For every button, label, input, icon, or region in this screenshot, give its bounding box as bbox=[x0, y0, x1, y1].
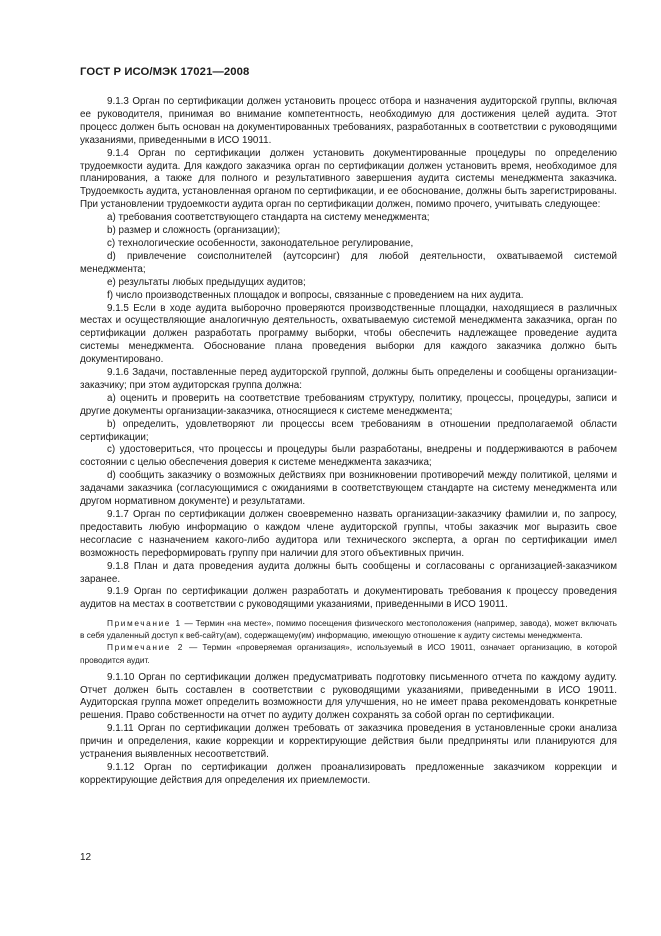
list-item: e) результаты любых предыдущих аудитов; bbox=[107, 276, 306, 288]
note-2-text: — Термин «проверяемая организация», используемый в ИСО 19011, означает организацию, в которой проводится аудит. bbox=[80, 642, 617, 665]
clause-9-1-7: 9.1.7 Орган по сертификации должен своевременно назвать организации-заказчику фамилии и, по запросу, предоставить любую информацию о каждом члене аудиторской группы, чтобы заказчик мог выразить свое несогласие с назначением какого-либо аудитора или технического эксперта, а орган по сертификации имел возможность переформировать группу при наличии для этого объективных причин. bbox=[80, 509, 617, 559]
list-item: c) технологические особенности, законодательное регулирование, bbox=[107, 237, 414, 249]
note-1-text: — Термин «на месте», помимо посещения физического местоположения (например, завода), может включать в себя удаленный доступ к веб-сайту(ам), содержащему(им) информацию, имеющую отношение к аудиту системы менеджмента. bbox=[80, 618, 617, 641]
list-item: b) размер и сложность (организации); bbox=[107, 225, 281, 237]
clause-9-1-12: 9.1.12 Орган по сертификации должен проанализировать предложенные заказчиком коррекции и корректирующие действия для определения их приемлемости. bbox=[80, 761, 617, 786]
list-item: c) удостовериться, что процессы и процедуры были разработаны, внедрены и поддерживаются в рабочем состоянии с целью обеспечения доверия к системе менеджмента заказчика; bbox=[80, 444, 617, 469]
list-item: f) число производственных площадок и вопросы, связанные с проведением на них аудита. bbox=[107, 289, 524, 301]
list-item: d) привлечение соисполнителей (аутсорсинг) для любой деятельности, охватываемой системой менеджмента; bbox=[80, 250, 617, 275]
clause-9-1-10: 9.1.10 Орган по сертификации должен предусматривать подготовку письменного отчета по каждому аудиту. Отчет должен быть составлен в соответствии с руководящими указаниями, приведенными в ИСО 19011. Аудиторская группа может определить возможности для улучшения, но не имеет права рекомендовать конкретные решения. Право собственности на отчет по аудиту должен сохранять за собой орган по сертификации. bbox=[80, 671, 617, 722]
list-item: b) определить, удовлетворяют ли процессы всем требованиям в отношении предполагаемой области сертификации; bbox=[80, 418, 617, 443]
note-1-label: Примечание 1 bbox=[107, 618, 182, 629]
list-item: a) оценить и проверить на соответствие требованиям структуру, политику, процессы, процедуры, записи и другие документы организации-заказчика, относящиеся к системе менеджмента; bbox=[80, 392, 617, 417]
clause-9-1-6: 9.1.6 Задачи, поставленные перед аудиторской группой, должны быть определены и сообщены организации-заказчику; при этом аудиторская группа должна: bbox=[80, 367, 617, 391]
clause-9-1-3: 9.1.3 Орган по сертификации должен установить процесс отбора и назначения аудиторской группы, включая ее руководителя, принимая во внимание компетентность, необходимую для достижения целей аудита. Этот процесс должен быть основан на документированных требованиях, разработанных в соответствии с руководящими указаниями, приведенными в ИСО 19011. bbox=[80, 96, 617, 146]
note-2 bbox=[80, 641, 617, 665]
document-body bbox=[80, 96, 617, 788]
list-item: d) сообщить заказчику о возможных действиях при возникновении противоречий между политикой, целями и задачами заказчика (согласующимися с ожиданиями в соответствующем стандарте на систему менеджмента или другом нормативном документе) и результатами. bbox=[80, 470, 617, 508]
clause-9-1-4: 9.1.4 Орган по сертификации должен установить документированные процедуры по определению трудоемкости аудита. Для каждого заказчика орган по сертификации должен установить время, необходимое для планирования, а также для полного и результативного завершения аудита системы менеджмента заказчика. Трудоемкость аудита, установленная органом по сертификации, и ее обоснование, должны быть зарегистрированы. При установлении трудоемкости аудита орган по сертификации должен, помимо прочего, учитывать следующее: bbox=[80, 147, 617, 211]
note-1 bbox=[80, 617, 617, 641]
clause-9-1-5: 9.1.5 Если в ходе аудита выборочно проверяются производственные площадки, находящиеся в различных местах и осуществляющие аналогичную деятельность, охватываемую системой менеджмента заказчика, орган по сертификации должен разработать программу выборки, чтобы обеспечить надлежащее проведение аудита системы менеджмента. Обоснование плана проведения выборки для каждого заказчика должно быть документировано. bbox=[80, 302, 617, 366]
clause-9-1-8: 9.1.8 План и дата проведения аудита должны быть сообщены и согласованы с организацией-заказчиком заранее. bbox=[80, 560, 617, 585]
list-item: a) требования соответствующего стандарта на систему менеджмента; bbox=[107, 212, 430, 224]
note-2-label: Примечание 2 bbox=[107, 642, 184, 653]
clause-9-1-11: 9.1.11 Орган по сертификации должен требовать от заказчика проведения в установленные сроки анализа причин и определения, какие коррекции и корректирующие действия были предприняты или планируются для устранения выявленных несоответствий. bbox=[80, 723, 617, 761]
page-number: 12 bbox=[80, 852, 92, 863]
document-header: ГОСТ Р ИСО/МЭК 17021—2008 bbox=[80, 66, 250, 78]
clause-9-1-9: 9.1.9 Орган по сертификации должен разработать и документировать требования к процессу проведения аудитов на местах в соответствии с руководящими указаниями, приведенными в ИСО 19011. bbox=[80, 586, 617, 611]
